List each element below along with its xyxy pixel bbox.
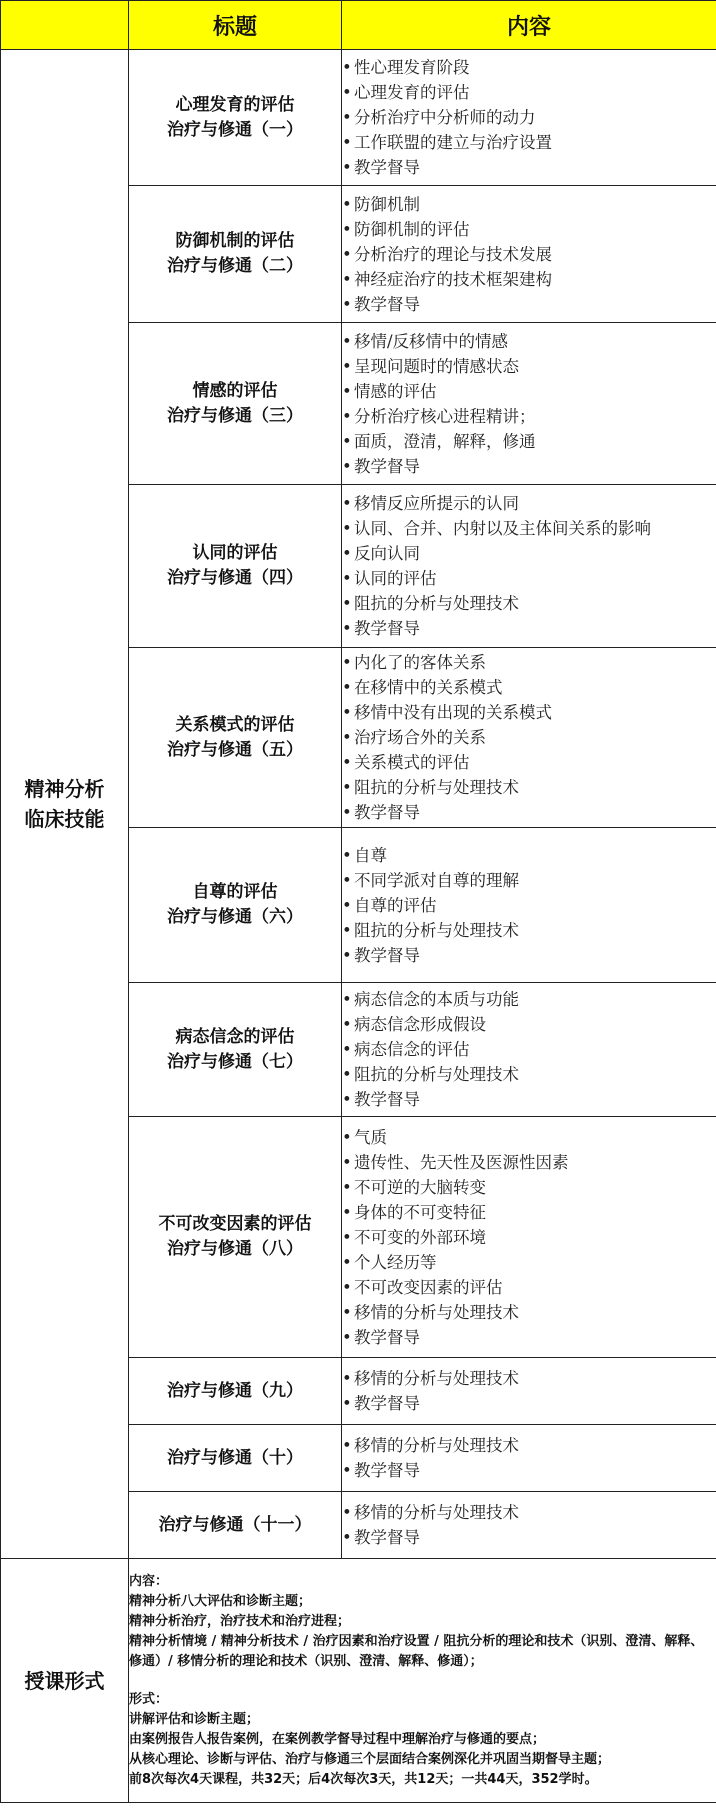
topic-item [342, 130, 716, 155]
topic-item [342, 1500, 716, 1525]
bullet-icon: • [342, 194, 352, 214]
topic-text: 教学督导 [354, 1394, 420, 1413]
bullet-icon: • [342, 1503, 352, 1522]
topic-list [342, 987, 716, 1112]
topic-text: 情感的评估 [354, 381, 437, 401]
module-content-cell [342, 983, 716, 1117]
module-title: 认同的评估 [192, 543, 278, 563]
topic-text: 不同学派对自尊的理解 [354, 870, 519, 890]
topic-item [342, 893, 716, 918]
bullet-icon: • [342, 990, 352, 1009]
modules-body [1, 50, 716, 1803]
module-title: 关系模式的评估 [175, 714, 295, 735]
teaching-line: 精神分析治疗，治疗技术和治疗进程； [129, 1613, 351, 1629]
header-blank [1, 1, 129, 50]
topic-text: 关系模式的评估 [354, 753, 470, 772]
topic-text: 自尊 [354, 845, 387, 865]
module-title-cell [129, 648, 342, 828]
module-subtitle: 治疗与修通（十） [167, 1447, 303, 1468]
bullet-icon: • [342, 619, 352, 638]
topic-text: 防御机制的评估 [354, 219, 470, 239]
topic-text: 认同的评估 [354, 569, 437, 588]
module-title: 自尊的评估 [192, 882, 278, 902]
topic-text: 个人经历等 [354, 1252, 437, 1272]
bullet-icon: • [342, 1202, 352, 1222]
topic-item [342, 217, 716, 242]
topic-text: 气质 [354, 1127, 387, 1147]
module-content-cell [342, 186, 716, 323]
topic-item [342, 1087, 716, 1112]
bullet-icon: • [342, 381, 352, 401]
topic-text: 教学督导 [354, 1461, 420, 1480]
topic-text: 移情反应所提示的认同 [354, 494, 519, 513]
topic-text: 病态信念的本质与功能 [354, 990, 519, 1009]
topic-text: 性心理发育阶段 [354, 58, 470, 77]
module-subtitle: 治疗与修通（五） [167, 739, 303, 760]
module-subtitle: 治疗与修通（六） [167, 907, 303, 927]
topic-item [342, 1525, 716, 1550]
bullet-icon: • [342, 1277, 352, 1297]
topic-text: 阻抗的分析与处理技术 [354, 1065, 519, 1084]
bullet-icon: • [342, 431, 352, 451]
topic-text: 移情/反移情中的情感 [354, 331, 509, 351]
module-title-cell [129, 485, 342, 648]
bullet-icon: • [342, 920, 352, 940]
topic-item [342, 80, 716, 105]
topic-text: 阻抗的分析与处理技术 [354, 594, 519, 613]
topic-text: 分析治疗核心进程精讲； [354, 406, 536, 426]
topic-list [342, 1500, 716, 1550]
bullet-icon: • [342, 294, 352, 314]
bullet-icon: • [342, 158, 352, 177]
topic-text: 阻抗的分析与处理技术 [354, 778, 519, 797]
category-label-line1: 精神分析 [24, 777, 105, 801]
topic-item [342, 750, 716, 775]
topic-item [342, 616, 716, 641]
topic-text: 教学督导 [354, 803, 420, 822]
teaching-line: 讲解评估和诊断主题； [129, 1711, 260, 1727]
topic-item [342, 566, 716, 591]
bullet-icon: • [342, 1327, 352, 1347]
module-row [1, 50, 716, 186]
teaching-details [129, 1559, 716, 1803]
topic-item [342, 429, 716, 454]
topic-item [342, 1150, 716, 1175]
topic-item [342, 242, 716, 267]
module-title-cell [129, 1425, 342, 1492]
module-content-cell [342, 1425, 716, 1492]
bullet-icon: • [342, 703, 352, 722]
topic-item [342, 918, 716, 943]
topic-text: 反向认同 [354, 544, 420, 563]
topic-list [342, 843, 716, 968]
bullet-icon: • [342, 653, 352, 672]
topic-item [342, 650, 716, 675]
topic-item [342, 675, 716, 700]
topic-item [342, 354, 716, 379]
bullet-icon: • [342, 895, 352, 915]
topic-item [342, 292, 716, 317]
topic-text: 移情的分析与处理技术 [354, 1302, 519, 1322]
teaching-line: 精神分析情境 / 精神分析技术 / 治疗因素和治疗设置 / 阻抗分析的理论和技术（识别、澄清、解释、修通）/ 移情分析的理论和技术（识别、澄清、解释、修通）； [129, 1633, 704, 1669]
topic-text: 分析治疗中分析师的动力 [354, 108, 536, 127]
bullet-icon: • [342, 356, 352, 376]
bullet-icon: • [342, 1302, 352, 1322]
topic-text: 移情的分析与处理技术 [354, 1503, 519, 1522]
bullet-icon: • [342, 1369, 352, 1388]
topic-item [342, 55, 716, 80]
module-subtitle: 治疗与修通（二） [167, 256, 303, 276]
module-subtitle: 治疗与修通（七） [167, 1051, 303, 1072]
category-label-line2: 临床技能 [24, 807, 105, 831]
topic-text: 面质，澄清，解释，修通 [354, 431, 536, 451]
topic-item [342, 1275, 716, 1300]
topic-text: 不可逆的大脑转变 [354, 1177, 486, 1197]
bullet-icon: • [342, 519, 352, 538]
module-title-cell [129, 1492, 342, 1559]
module-title: 不可改变因素的评估 [158, 1214, 312, 1234]
topic-item [342, 1225, 716, 1250]
bullet-icon: • [342, 1152, 352, 1172]
topic-text: 呈现问题时的情感状态 [354, 356, 519, 376]
topic-text: 不可变的外部环境 [354, 1227, 486, 1247]
topic-text: 教学督导 [354, 456, 420, 476]
topic-list [342, 1366, 716, 1416]
bullet-icon: • [342, 1436, 352, 1455]
header-row [1, 1, 716, 50]
topic-item [342, 404, 716, 429]
topic-item [342, 1391, 716, 1416]
bullet-icon: • [342, 406, 352, 426]
topic-text: 病态信念形成假设 [354, 1015, 486, 1034]
topic-item [342, 192, 716, 217]
bullet-icon: • [342, 1252, 352, 1272]
bullet-icon: • [342, 945, 352, 965]
bullet-icon: • [342, 728, 352, 747]
topic-item [342, 1458, 716, 1483]
bullet-icon: • [342, 544, 352, 563]
bullet-icon: • [342, 1461, 352, 1480]
topic-text: 在移情中的关系模式 [354, 678, 503, 697]
topic-item [342, 943, 716, 968]
topic-list [342, 650, 716, 825]
module-title: 情感的评估 [192, 380, 278, 401]
module-subtitle: 治疗与修通（三） [167, 405, 303, 426]
topic-item [342, 700, 716, 725]
topic-text: 工作联盟的建立与治疗设置 [354, 133, 552, 152]
bullet-icon: • [342, 778, 352, 797]
topic-text: 身体的不可变特征 [354, 1202, 486, 1222]
bullet-icon: • [342, 569, 352, 588]
topic-list [342, 1433, 716, 1483]
topic-text: 教学督导 [354, 619, 420, 638]
topic-item [342, 454, 716, 479]
topic-text: 遗传性、先天性及医源性因素 [354, 1152, 569, 1172]
bullet-icon: • [342, 1177, 352, 1197]
topic-item [342, 1366, 716, 1391]
topic-text: 认同、合并、内射以及主体间关系的影响 [354, 519, 651, 538]
topic-text: 病态信念的评估 [354, 1040, 470, 1059]
topic-item [342, 105, 716, 130]
bullet-icon: • [342, 1065, 352, 1084]
module-title: 病态信念的评估 [175, 1026, 295, 1047]
topic-item [342, 1175, 716, 1200]
module-title-cell [129, 323, 342, 485]
topic-item [342, 1300, 716, 1325]
module-content-cell [342, 648, 716, 828]
bullet-icon: • [342, 845, 352, 865]
teaching-line: 前8次每次4天课程，共32天；后4次每次3天，共12天；一共44天，352学时。 [129, 1771, 598, 1787]
topic-item [342, 868, 716, 893]
topic-item [342, 491, 716, 516]
bullet-icon: • [342, 1127, 352, 1147]
topic-list [342, 329, 716, 479]
topic-item [342, 1125, 716, 1150]
topic-text: 移情中没有出现的关系模式 [354, 703, 552, 722]
topic-item [342, 987, 716, 1012]
bullet-icon: • [342, 108, 352, 127]
topic-text: 教学督导 [354, 1327, 420, 1347]
bullet-icon: • [342, 1040, 352, 1059]
bullet-icon: • [342, 269, 352, 289]
bullet-icon: • [342, 83, 352, 102]
topic-item [342, 1062, 716, 1087]
teaching-row [1, 1559, 716, 1803]
bullet-icon: • [342, 494, 352, 513]
module-content-cell [342, 485, 716, 648]
module-content-cell [342, 50, 716, 186]
teaching-line: 由案例报告人报告案例，在案例教学督导过程中理解治疗与修通的要点； [129, 1731, 546, 1747]
topic-text: 教学督导 [354, 1090, 420, 1109]
topic-list [342, 55, 716, 180]
topic-item [342, 1325, 716, 1350]
topic-item [342, 1037, 716, 1062]
bullet-icon: • [342, 1227, 352, 1247]
teaching-line: 精神分析八大评估和诊断主题； [129, 1593, 312, 1609]
bullet-icon: • [342, 678, 352, 697]
topic-item [342, 1012, 716, 1037]
module-content-cell [342, 1358, 716, 1425]
topic-text: 教学督导 [354, 158, 420, 177]
topic-item [342, 1433, 716, 1458]
bullet-icon: • [342, 456, 352, 476]
topic-item [342, 800, 716, 825]
topic-list [342, 192, 716, 317]
topic-item [342, 591, 716, 616]
topic-text: 教学督导 [354, 294, 420, 314]
module-subtitle: 治疗与修通（八） [167, 1239, 303, 1259]
topic-item [342, 379, 716, 404]
bullet-icon: • [342, 870, 352, 890]
bullet-icon: • [342, 1015, 352, 1034]
module-content-cell [342, 1492, 716, 1559]
teaching-line: 从核心理论、诊断与评估、治疗与修通三个层面结合案例深化并巩固当期督导主题； [129, 1751, 611, 1767]
bullet-icon: • [342, 1090, 352, 1109]
module-title-cell [129, 828, 342, 983]
topic-item [342, 775, 716, 800]
topic-item [342, 155, 716, 180]
bullet-icon: • [342, 1528, 352, 1547]
module-content-cell [342, 1117, 716, 1358]
topic-item [342, 725, 716, 750]
topic-text: 心理发育的评估 [354, 83, 470, 102]
bullet-icon: • [342, 803, 352, 822]
bullet-icon: • [342, 753, 352, 772]
bullet-icon: • [342, 219, 352, 239]
topic-text: 阻抗的分析与处理技术 [354, 920, 519, 940]
header-title: 标题 [129, 1, 342, 50]
topic-text: 自尊的评估 [354, 895, 437, 915]
bullet-icon: • [342, 133, 352, 152]
module-title-cell [129, 983, 342, 1117]
bullet-icon: • [342, 244, 352, 264]
teaching-line: 形式： [129, 1691, 169, 1707]
module-content-cell [342, 828, 716, 983]
module-title: 心理发育的评估 [175, 94, 295, 115]
topic-text: 移情的分析与处理技术 [354, 1436, 519, 1455]
module-title-cell [129, 186, 342, 323]
topic-text: 内化了的客体关系 [354, 653, 486, 672]
topic-item [342, 267, 716, 292]
module-title-cell [129, 1358, 342, 1425]
bullet-icon: • [342, 1394, 352, 1413]
topic-text: 防御机制 [354, 194, 420, 214]
bullet-icon: • [342, 58, 352, 77]
topic-text: 神经症治疗的技术框架建构 [354, 269, 552, 289]
topic-list [342, 491, 716, 641]
header-content: 内容 [342, 1, 716, 50]
module-subtitle: 治疗与修通（一） [167, 119, 303, 140]
module-content-cell [342, 323, 716, 485]
topic-text: 治疗场合外的关系 [354, 728, 486, 747]
bullet-icon: • [342, 594, 352, 613]
topic-text: 移情的分析与处理技术 [354, 1369, 519, 1388]
module-title-cell [129, 50, 342, 186]
topic-item [342, 1250, 716, 1275]
module-title-cell [129, 1117, 342, 1358]
topic-item [342, 541, 716, 566]
module-subtitle: 治疗与修通（九） [167, 1380, 303, 1401]
topic-text: 教学督导 [354, 1528, 420, 1547]
topic-item [342, 516, 716, 541]
topic-item [342, 329, 716, 354]
topic-text: 教学督导 [354, 945, 420, 965]
module-subtitle: 治疗与修通（十一） [158, 1514, 312, 1535]
module-subtitle: 治疗与修通（四） [167, 568, 303, 588]
teaching-line: 内容： [129, 1573, 169, 1589]
topic-item [342, 1200, 716, 1225]
topic-list [342, 1125, 716, 1350]
category-cell [1, 50, 129, 1559]
topic-text: 不可改变因素的评估 [354, 1277, 503, 1297]
topic-text: 分析治疗的理论与技术发展 [354, 244, 552, 264]
topic-item [342, 843, 716, 868]
bullet-icon: • [342, 331, 352, 351]
teaching-label: 授课形式 [1, 1559, 129, 1803]
module-title: 防御机制的评估 [175, 231, 295, 251]
